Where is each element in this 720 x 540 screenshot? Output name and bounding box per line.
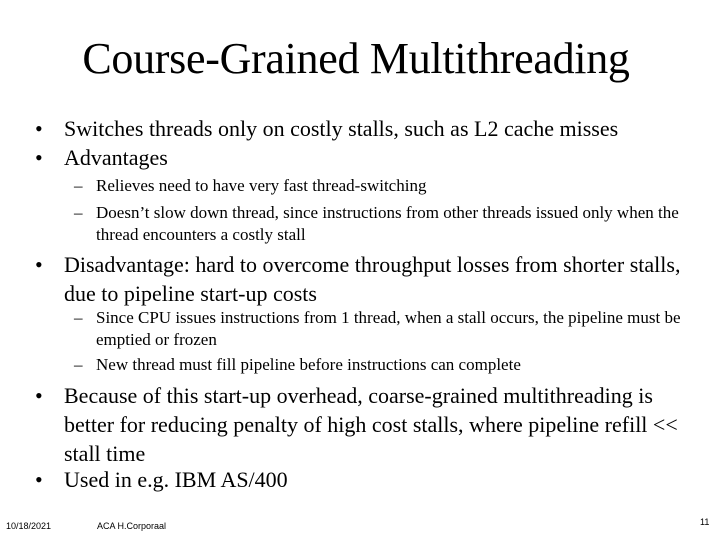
- sub-bullet-marker: –: [74, 176, 83, 195]
- slide-title: Course-Grained Multithreading: [82, 34, 630, 83]
- bullet-5-text: Used in e.g. IBM AS/400: [64, 467, 288, 492]
- bullet-marker: •: [35, 467, 43, 492]
- footer-page-number: 11: [700, 517, 710, 527]
- bullet-2-text: Advantages: [64, 145, 168, 170]
- sub-bullet-disadvantage-2-text: New thread must fill pipeline before instructions can complete: [96, 355, 521, 374]
- sub-bullet-marker: –: [74, 355, 83, 374]
- bullet-3-text: Disadvantage: hard to overcome throughput losses from shorter stalls, due to pipeline start-up costs: [64, 252, 681, 306]
- bullet-1: [35, 114, 695, 143]
- sub-bullet-disadvantage-2: [74, 354, 694, 376]
- bullet-4: [35, 381, 695, 468]
- sub-bullet-marker: –: [74, 203, 83, 222]
- sub-bullet-advantage-1-text: Relieves need to have very fast thread-switching: [96, 176, 427, 195]
- sub-bullet-disadvantage-1: [74, 307, 694, 350]
- bullet-marker: •: [35, 252, 43, 277]
- bullet-1-text: Switches threads only on costly stalls, such as L2 cache misses: [64, 116, 619, 141]
- sub-bullet-disadvantage-1-text: Since CPU issues instructions from 1 thread, when a stall occurs, the pipeline must be emptied or frozen: [96, 308, 681, 349]
- bullet-marker: •: [35, 116, 43, 141]
- bullet-2: [35, 143, 695, 172]
- bullet-5: [35, 465, 695, 494]
- bullet-marker: •: [35, 383, 43, 408]
- sub-bullet-advantage-1: [74, 175, 694, 197]
- footer-author: ACA H.Corporaal: [97, 521, 167, 531]
- sub-bullet-advantage-2-text: Doesn’t slow down thread, since instructions from other threads issued only when the thread encounters a costly stall: [96, 203, 679, 244]
- bullet-4-text: Because of this start-up overhead, coarse-grained multithreading is better for reducing penalty of high cost stalls, where pipeline refill << stall time: [64, 383, 678, 466]
- bullet-3: [35, 250, 695, 308]
- bullet-marker: •: [35, 145, 43, 170]
- sub-bullet-advantage-2: [74, 202, 694, 245]
- sub-bullet-marker: –: [74, 308, 83, 327]
- footer-date: 10/18/2021: [6, 521, 52, 531]
